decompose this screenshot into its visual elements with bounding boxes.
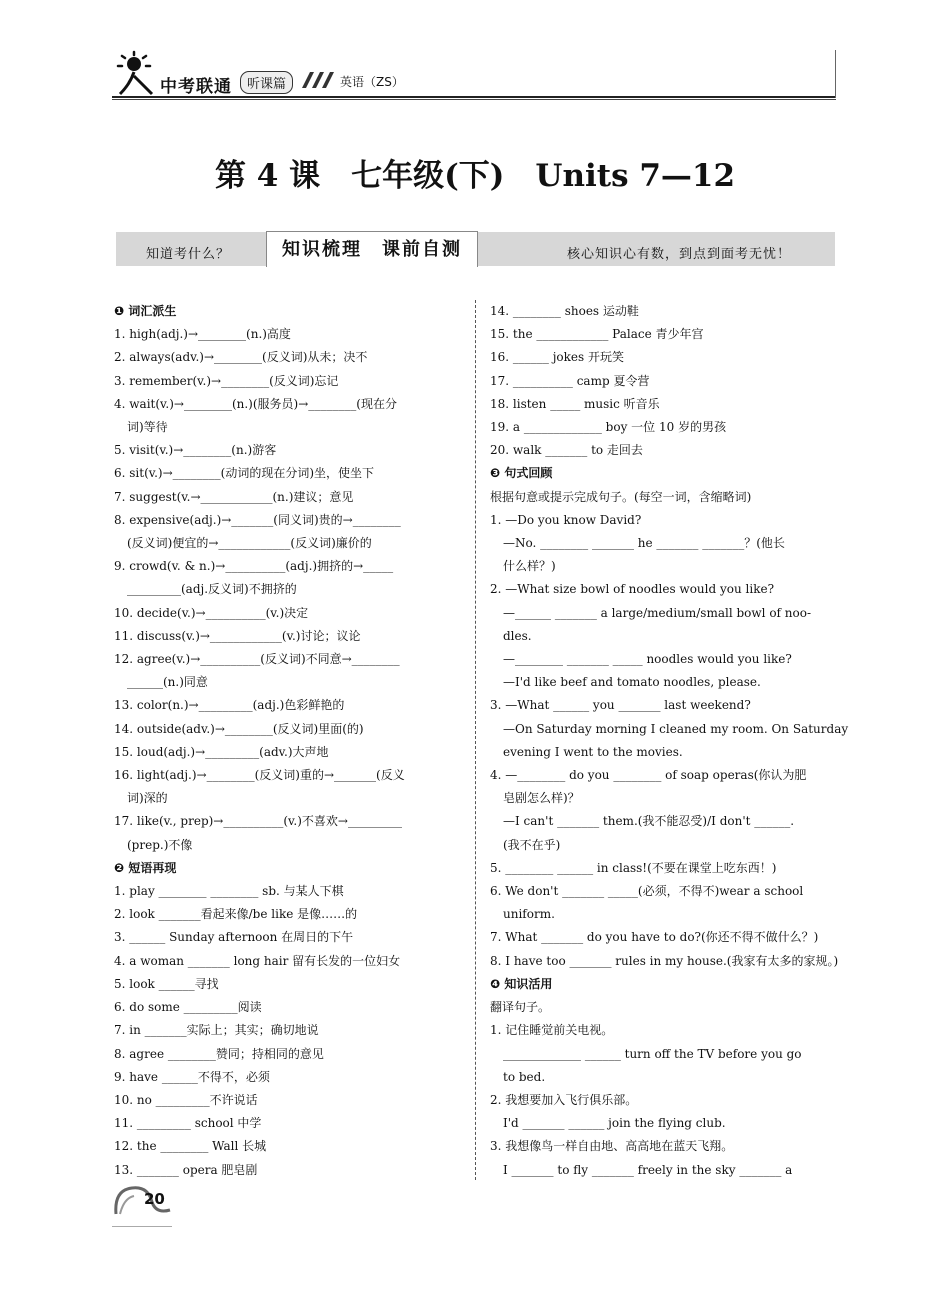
column-divider: [475, 300, 476, 1180]
exercise-line: —No. ________ _______ he _______ _______？(他长: [503, 536, 785, 551]
exercise-line: —________ _______ _____ noodles would you like?: [503, 652, 792, 667]
exercise-line: 11. discuss(v.)→____________(v.)讨论；议论: [114, 628, 361, 643]
header-edge: [835, 50, 836, 98]
header-rule-thin: [112, 99, 836, 100]
exercise-line: 4. a woman _______ long hair 留有长发的一位妇女: [114, 953, 401, 968]
stripes-decoration: [298, 72, 336, 88]
section-heading: ❸ 句式回顾: [490, 466, 553, 481]
exercise-line: 2. 我想要加入飞行俱乐部。: [490, 1092, 638, 1107]
exercise-line: 14. outside(adv.)→________(反义词)里面(的): [114, 721, 364, 736]
exercise-line: 5. look ______寻找: [114, 976, 219, 991]
exercise-line: 6. We don't _______ _____(必须，不得不)wear a school: [490, 884, 804, 899]
exercise-line: 10. decide(v.)→__________(v.)决定: [114, 605, 309, 620]
exercise-line: 12. the ________ Wall 长城: [114, 1139, 267, 1154]
exercise-line: 4. —________ do you ________ of soap operas(你认为肥: [490, 768, 807, 783]
exercise-line: 7. suggest(v.→____________(n.)建议；意见: [114, 489, 354, 504]
exercise-line: 17. like(v., prep)→__________(v.)不喜欢→_________: [114, 814, 402, 829]
exercise-line: uniform.: [503, 907, 555, 922]
section-banner: [116, 232, 835, 266]
exercise-line: 8. agree ________赞同；持相同的意见: [114, 1046, 324, 1061]
exercise-line: 词)深的: [127, 791, 168, 806]
exercise-line: 词)等待: [127, 420, 168, 435]
banner-left-text: 知道考什么？: [146, 247, 231, 262]
brand-name: 中考联通: [160, 77, 232, 97]
exercise-line: —______ _______ a large/medium/small bowl of noo-: [503, 605, 812, 620]
exercise-line: 8. I have too _______ rules in my house.(我家有太多的家规。): [490, 953, 839, 968]
exercise-line: —I can't _______ them.(我不能忍受)/I don't ______.: [503, 814, 795, 829]
exercise-line: 2. —What size bowl of noodles would you like?: [490, 582, 775, 597]
section-tag: 听课篇: [240, 71, 293, 94]
exercise-line: 13. color(n.)→_________(adj.)色彩鲜艳的: [114, 698, 345, 713]
left-column: [114, 300, 464, 1182]
exercise-line: 5. visit(v.)→________(n.)游客: [114, 443, 277, 458]
exercise-line: _____________ ______ turn off the TV before you go: [503, 1046, 802, 1061]
exercise-line: 13. _______ opera 肥皂剧: [114, 1162, 258, 1177]
exercise-line: 18. listen _____ music 听音乐: [490, 396, 660, 411]
exercise-line: 3. ______ Sunday afternoon 在周日的下午: [114, 930, 354, 945]
exercise-line: _________(adj.反义词)不拥挤的: [127, 582, 297, 597]
exercise-line: (prep.)不像: [127, 837, 193, 852]
exercise-line: I'd _______ ______ join the flying club.: [503, 1116, 726, 1131]
page-number-badge: [112, 1180, 182, 1230]
exercise-line: 4. wait(v.)→________(n.)(服务员)→________(现在分: [114, 396, 397, 411]
exercise-line: 9. crowd(v. & n.)→__________(adj.)拥挤的→_____: [114, 559, 394, 574]
section-heading: ❶ 词汇派生: [114, 304, 177, 318]
banner-title: 知识梳理 课前自测: [266, 231, 478, 267]
exercise-line: 9. have ______不得不，必须: [114, 1069, 270, 1084]
page-number: 20: [144, 1190, 165, 1208]
right-column: [490, 300, 849, 1182]
header-rule: [112, 96, 836, 98]
page-header: [112, 50, 836, 100]
exercise-line: 8. expensive(adj.)→_______(同义词)贵的→________: [114, 512, 401, 527]
exercise-line: 17. __________ camp 夏令营: [490, 373, 650, 388]
exercise-line: 3. remember(v.)→________(反义词)忘记: [114, 373, 339, 388]
footer-rule: [112, 1226, 172, 1227]
exercise-line: —On Saturday morning I cleaned my room. On Saturday: [503, 721, 849, 736]
exercise-line: 7. What _______ do you have to do?(你还不得不做什么？): [490, 930, 819, 945]
banner-right-text: 核心知识心有数，到点到面考无忧！: [566, 247, 791, 262]
subject-label: 英语（ZS）: [340, 75, 404, 89]
exercise-line: 1. high(adj.)→________(n.)高度: [114, 327, 291, 342]
exercise-line: 16. light(adj.)→________(反义词)重的→_______(反义: [114, 768, 405, 783]
exercise-line: 12. agree(v.)→__________(反义词)不同意→________: [114, 652, 400, 667]
exercise-line: to bed.: [503, 1069, 546, 1084]
sun-tree-logo-icon: [112, 50, 162, 98]
exercise-line: 15. the ____________ Palace 青少年宫: [490, 327, 704, 342]
exercise-line: 16. ______ jokes 开玩笑: [490, 350, 625, 365]
exercise-line: 15. loud(adj.)→_________(adv.)大声地: [114, 744, 329, 759]
exercise-line: 20. walk _______ to 走回去: [490, 443, 643, 458]
exercise-line: I _______ to fly _______ freely in the sky _______ a: [503, 1162, 793, 1177]
exercise-line: 19. a _____________ boy 一位 10 岁的男孩: [490, 420, 727, 435]
section-heading: ❷ 短语再现: [114, 860, 177, 875]
exercise-line: 什么样？): [503, 559, 556, 574]
exercise-line: 2. always(adv.)→________(反义词)从未；决不: [114, 350, 368, 365]
exercise-line: 7. in _______实际上；其实；确切地说: [114, 1023, 319, 1038]
exercise-line: 根据句意或提示完成句子。(每空一词，含缩略词): [490, 489, 752, 504]
section-heading: ❹ 知识活用: [490, 976, 553, 991]
exercise-line: 10. no _________不许说话: [114, 1092, 258, 1107]
exercise-line: 11. _________ school 中学: [114, 1116, 262, 1131]
exercise-line: 1. 记住睡觉前关电视。: [490, 1023, 614, 1038]
exercise-line: 1. —Do you know David?: [490, 512, 642, 527]
exercise-line: 翻译句子。: [490, 1000, 551, 1015]
exercise-line: evening I went to the movies.: [503, 744, 683, 759]
exercise-line: (我不在乎): [503, 837, 561, 852]
exercise-line: 3. —What ______ you _______ last weekend?: [490, 698, 751, 713]
exercise-line: 5. ________ ______ in class!(不要在课堂上吃东西！): [490, 860, 777, 875]
exercise-line: 2. look _______看起来像/be like 是像……的: [114, 907, 358, 922]
exercise-line: dles.: [503, 628, 532, 643]
exercise-line: 皂剧怎么样)？: [503, 791, 580, 806]
exercise-line: ______(n.)同意: [127, 675, 208, 690]
exercise-line: 1. play ________ ________ sb. 与某人下棋: [114, 884, 344, 899]
exercise-line: 6. do some _________阅读: [114, 1000, 262, 1015]
exercise-line: —I'd like beef and tomato noodles, please.: [503, 675, 761, 690]
exercise-line: 6. sit(v.)→________(动词的现在分词)坐，使坐下: [114, 466, 375, 481]
lesson-title: 第 4 课 七年级(下) Units 7—12: [214, 158, 736, 194]
exercise-line: 14. ________ shoes 运动鞋: [490, 304, 639, 318]
exercise-line: (反义词)便宜的→____________(反义词)廉价的: [127, 536, 372, 551]
exercise-line: 3. 我想像鸟一样自由地、高高地在蓝天飞翔。: [490, 1139, 734, 1154]
